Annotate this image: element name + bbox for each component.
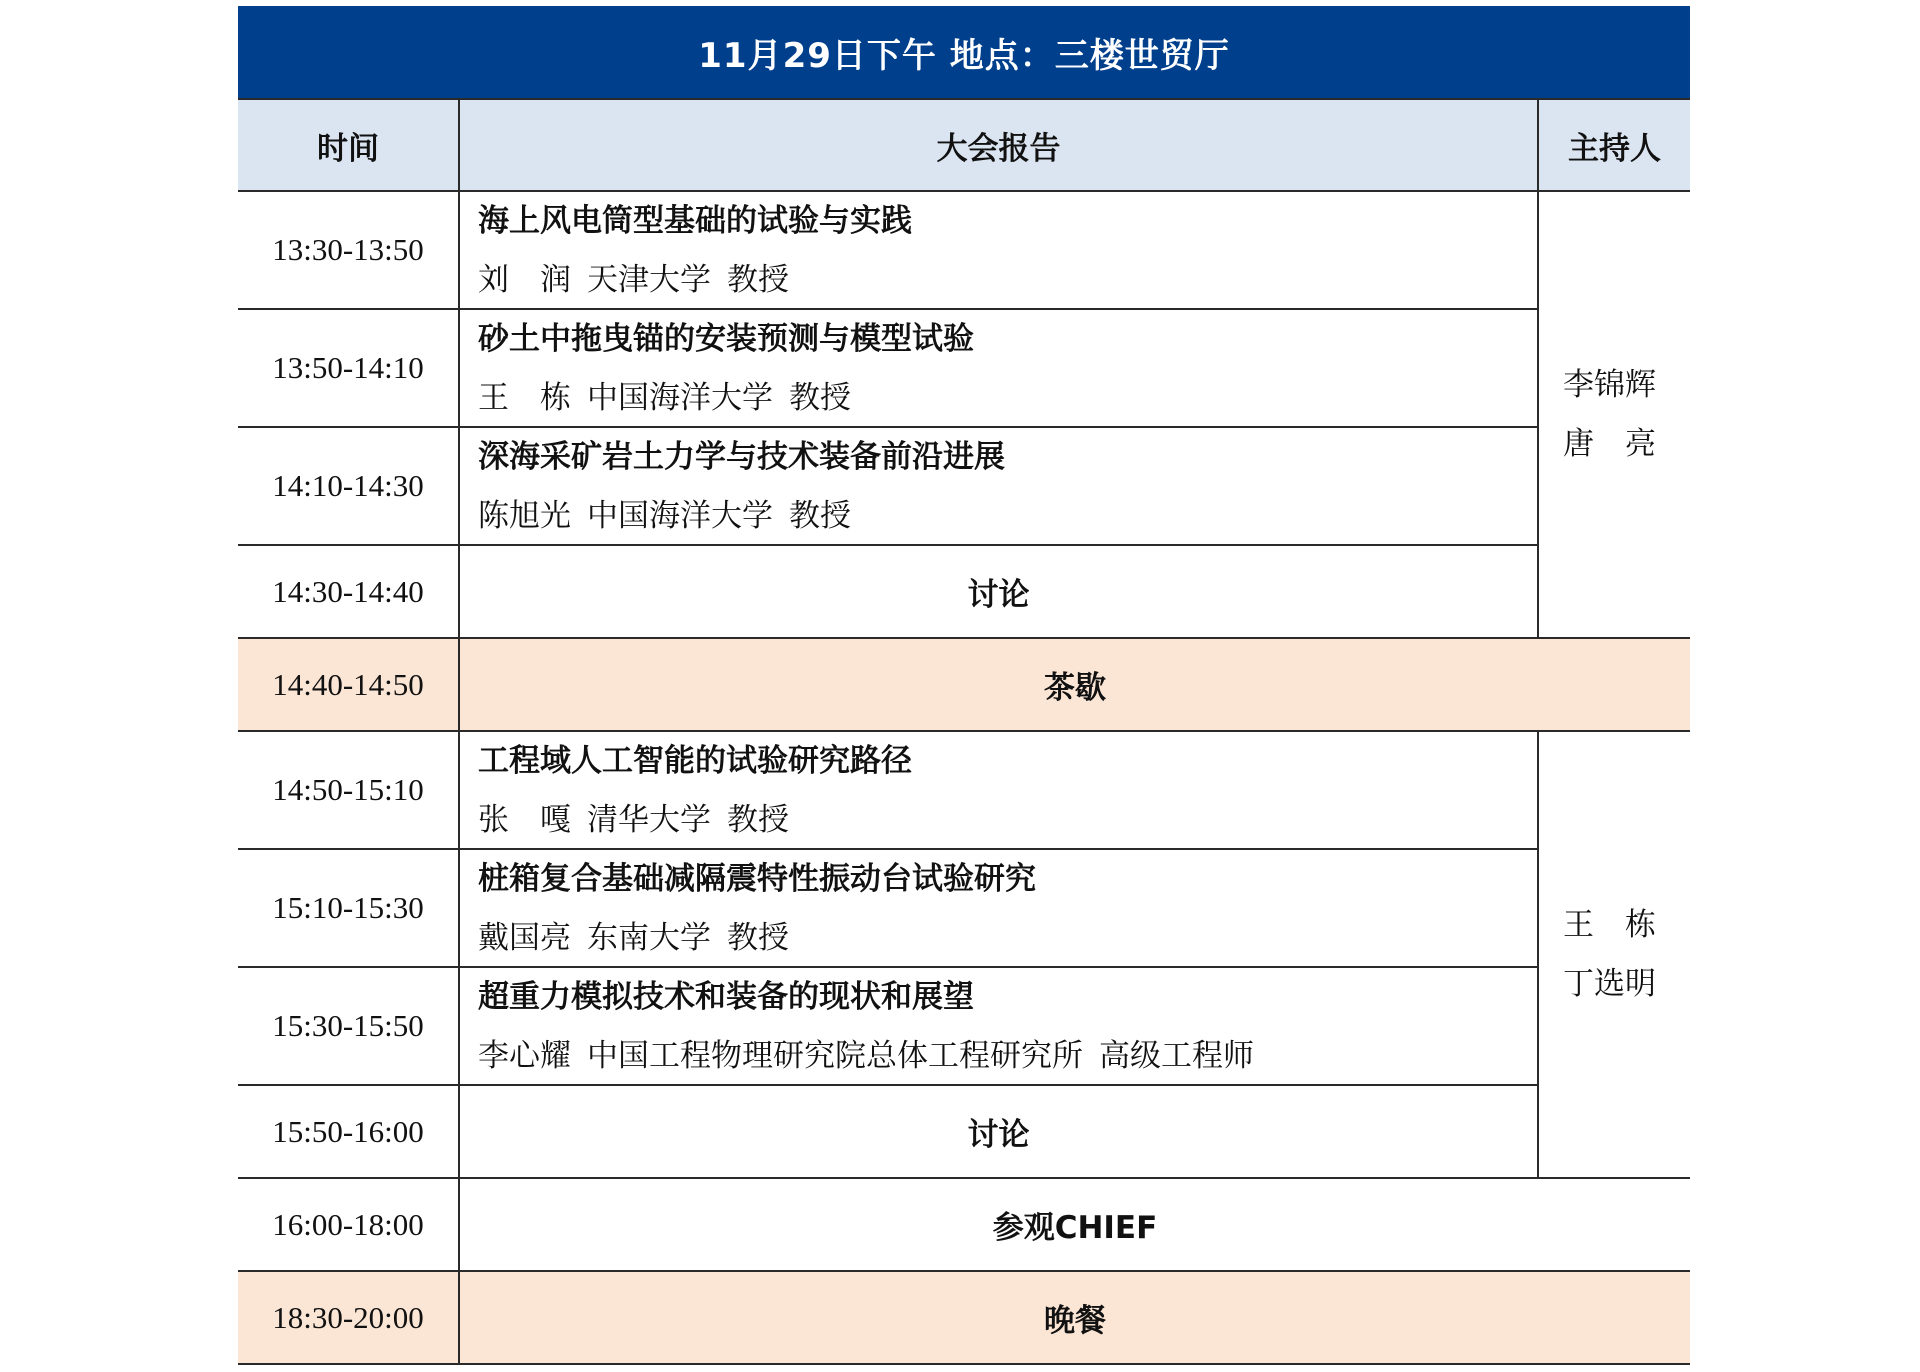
speaker-role: 教授 [789,379,851,416]
talk-cell [459,309,1538,427]
talk-title: 桩箱复合基础减隔震特性振动台试验研究 [478,860,1036,897]
tea-break-time: 14:40-14:50 [238,638,459,731]
talk-time: 13:50-14:10 [238,309,459,427]
talk-speaker-line [478,378,1537,418]
talk-speaker-line [478,260,1537,300]
talk-title: 海上风电筒型基础的试验与实践 [478,202,912,239]
dinner-label: 晚餐 [459,1271,1690,1364]
speaker-role: 教授 [727,801,789,838]
talk-time: 14:50-15:10 [238,731,459,849]
talk-row [238,849,1690,967]
speaker-affiliation: 天津大学 [587,261,711,298]
talk-cell [459,191,1538,309]
host-name: 唐 亮 [1563,425,1656,462]
session1-hosts [1538,191,1690,638]
talk-time: 15:10-15:30 [238,849,459,967]
talk-row [238,967,1690,1085]
speaker-role: 教授 [789,497,851,534]
talk-time: 14:10-14:30 [238,427,459,545]
header-time: 时间 [238,99,459,191]
talk-title: 砂土中拖曳锚的安装预测与模型试验 [478,320,974,357]
speaker-name: 戴国亮 [478,919,571,956]
header-row [238,99,1690,191]
title-row [238,6,1690,99]
header-talk: 大会报告 [459,99,1538,191]
talk-cell [459,731,1538,849]
speaker-role: 高级工程师 [1099,1037,1254,1074]
visit-label: 参观CHIEF [459,1178,1690,1271]
talk-row [238,309,1690,427]
speaker-name: 张 嘎 [478,801,571,838]
talk-speaker-line [478,1036,1537,1076]
host-name: 王 栋 [1563,906,1656,943]
tea-break-row [238,638,1690,731]
talk-time: 15:30-15:50 [238,967,459,1085]
talk-cell [459,967,1538,1085]
visit-time: 16:00-18:00 [238,1178,459,1271]
talk-cell [459,849,1538,967]
header-host: 主持人 [1538,99,1690,191]
discussion-row [238,545,1690,638]
talk-speaker-line [478,800,1537,840]
talk-speaker-line [478,918,1537,958]
dinner-time: 18:30-20:00 [238,1271,459,1364]
speaker-name: 李心耀 [478,1037,571,1074]
talk-row [238,427,1690,545]
speaker-name: 陈旭光 [478,497,571,534]
speaker-affiliation: 中国海洋大学 [587,497,773,534]
talk-row [238,731,1690,849]
speaker-affiliation: 东南大学 [587,919,711,956]
talk-row [238,191,1690,309]
talk-title: 超重力模拟技术和装备的现状和展望 [478,978,974,1015]
tea-break-label: 茶歇 [459,638,1690,731]
talk-cell [459,427,1538,545]
session2-hosts [1538,731,1690,1178]
schedule-title: 11月29日下午 地点：三楼世贸厅 [238,6,1690,99]
speaker-affiliation: 中国工程物理研究院总体工程研究所 [587,1037,1083,1074]
talk-time: 13:30-13:50 [238,191,459,309]
talk-speaker-line [478,496,1537,536]
speaker-affiliation: 清华大学 [587,801,711,838]
speaker-role: 教授 [727,261,789,298]
schedule-table [238,6,1690,1365]
speaker-affiliation: 中国海洋大学 [587,379,773,416]
host-name: 李锦辉 [1563,366,1656,403]
talk-title: 深海采矿岩土力学与技术装备前沿进展 [478,438,1005,475]
talk-title: 工程域人工智能的试验研究路径 [478,742,912,779]
dinner-row [238,1271,1690,1364]
discussion-time: 15:50-16:00 [238,1085,459,1178]
speaker-name: 刘 润 [478,261,571,298]
discussion-label: 讨论 [459,545,1538,638]
visit-row [238,1178,1690,1271]
speaker-role: 教授 [727,919,789,956]
host-name: 丁选明 [1563,965,1656,1002]
discussion-label: 讨论 [459,1085,1538,1178]
discussion-time: 14:30-14:40 [238,545,459,638]
discussion-row [238,1085,1690,1178]
speaker-name: 王 栋 [478,379,571,416]
